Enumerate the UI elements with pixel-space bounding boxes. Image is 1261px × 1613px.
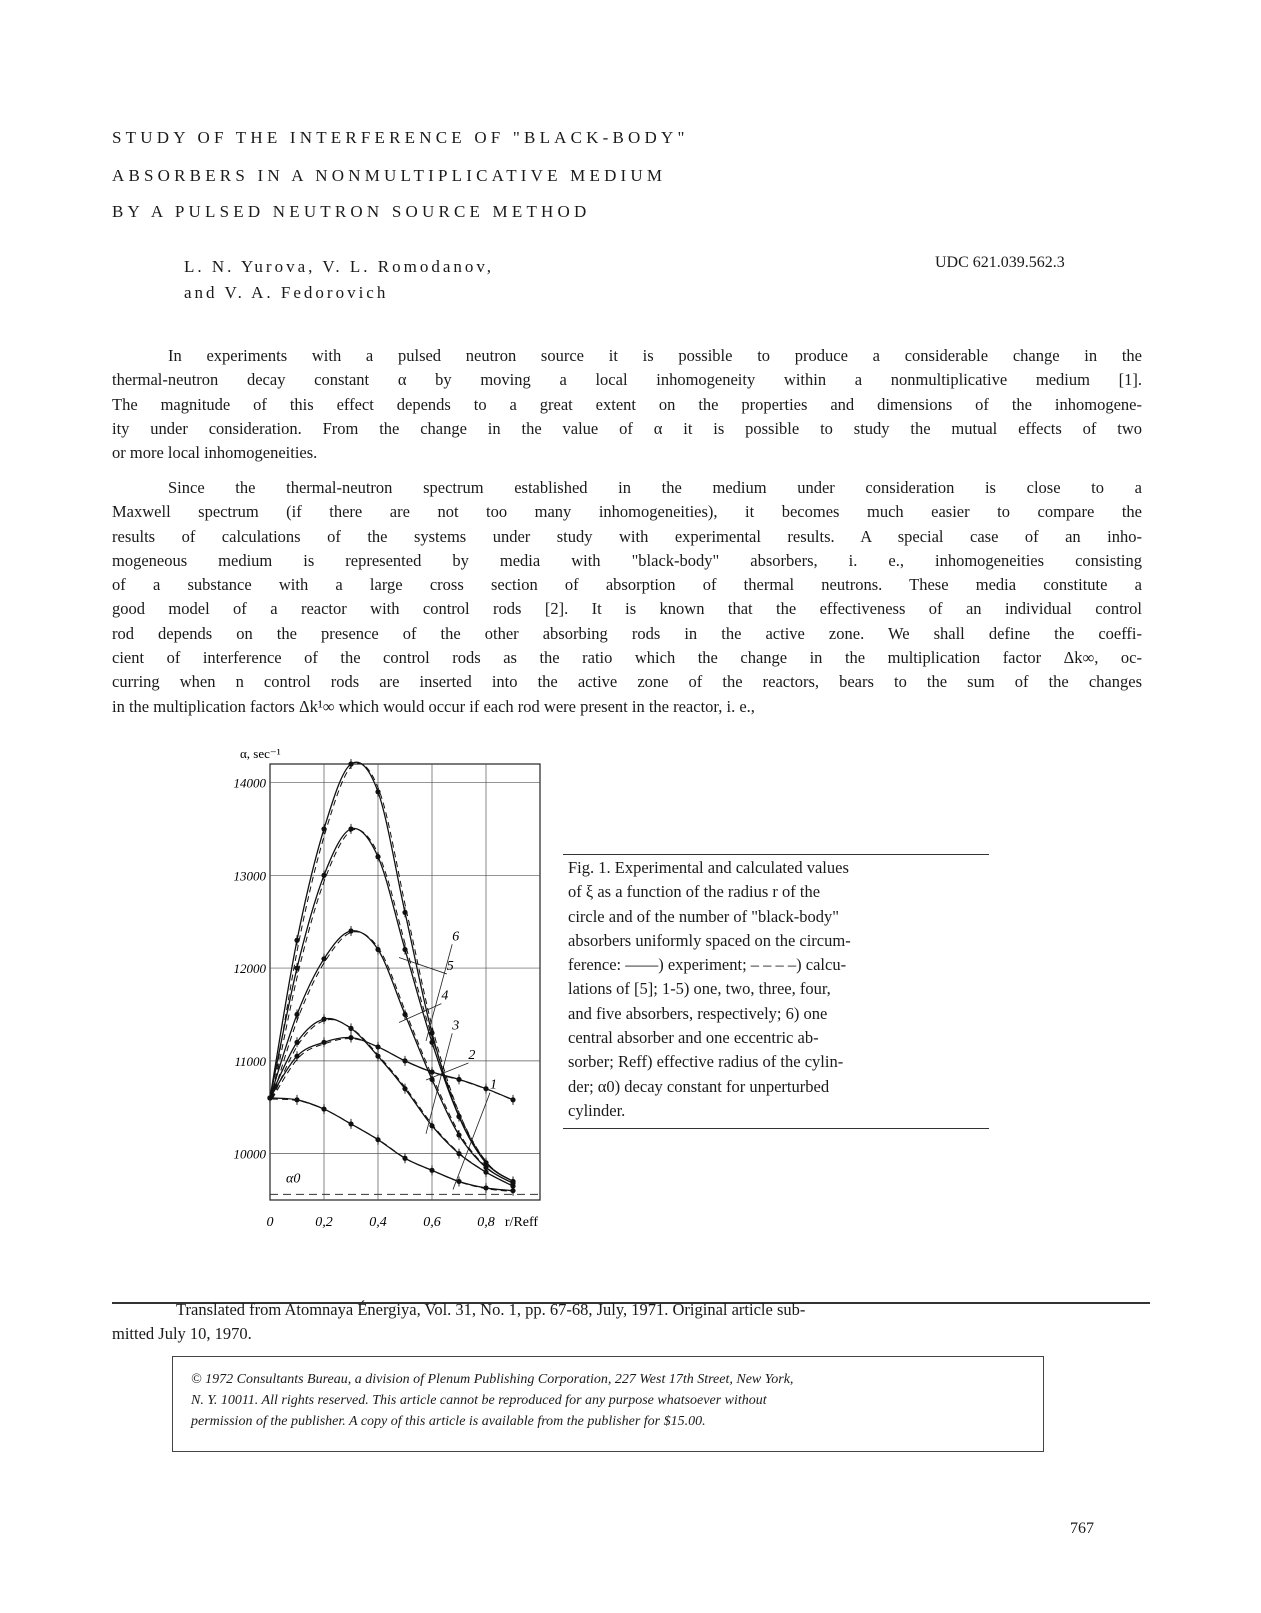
y-axis-label: α, sec⁻¹ <box>240 746 281 761</box>
text-line: cient of interference of the control rods as the ratio which the change in the multiplication factor Δk∞, oc- <box>112 648 1142 668</box>
title-line-1: STUDY OF THE INTERFERENCE OF "BLACK-BODY" <box>112 128 689 147</box>
copyright-notice <box>191 1369 1027 1432</box>
series-5-leader-line <box>399 958 447 974</box>
series-5-label: 5 <box>446 958 454 974</box>
copyright-line: N. Y. 10011. All rights reserved. This article cannot be reproduced for any purpose whatsoever without <box>191 1393 767 1408</box>
series-1-calculated-line <box>272 1099 515 1192</box>
copyright-line: permission of the publisher. A copy of this article is available from the publisher for $15.00. <box>191 1414 706 1429</box>
figure-caption <box>568 856 988 1123</box>
caption-line: Fig. 1. Experimental and calculated values <box>568 858 849 877</box>
x-axis-label: r/Reff <box>504 1215 539 1230</box>
title-line-2: ABSORBERS IN A NONMULTIPLICATIVE MEDIUM <box>112 166 667 185</box>
series-2-label: 2 <box>468 1047 476 1063</box>
copyright-box <box>172 1356 1044 1452</box>
text-line: In experiments with a pulsed neutron source it is possible to produce a considerable change in the <box>168 346 1142 365</box>
text-line: ity under consideration. From the change in the value of α it is possible to study the mutual effects of two <box>112 418 1142 438</box>
x-tick-label: 0,6 <box>423 1215 441 1230</box>
text-line: thermal-neutron decay constant α by moving a local inhomogeneity within a nonmultiplicative medium [1]. <box>112 370 1142 390</box>
series-3-leader-line <box>426 1033 452 1133</box>
page-number: 767 <box>1070 1520 1094 1537</box>
caption-line: ference: ——) experiment; – – – –) calcu- <box>568 955 847 975</box>
caption-line: central absorber and one eccentric ab- <box>568 1028 819 1048</box>
series-5-calculated-line <box>272 829 515 1182</box>
alpha0-label: α0 <box>286 1171 301 1187</box>
text-line: The magnitude of this effect depends to a great extent on the properties and dimensions of the inhomogene- <box>112 394 1142 414</box>
series-4-label: 4 <box>441 988 449 1004</box>
text-line: results of calculations of the systems under study with experimental results. A special case of an inho- <box>112 526 1142 546</box>
footnote-line: Translated from Atomnaya Énergiya, Vol. 31, No. 1, pp. 67-68, July, 1971. Original article sub- <box>176 1300 806 1319</box>
x-tick-label: 0 <box>266 1215 274 1230</box>
y-tick-label: 10000 <box>233 1146 266 1162</box>
series-2-experiment-line <box>270 1038 513 1100</box>
caption-top-rule <box>563 854 989 855</box>
y-tick-label: 11000 <box>234 1053 266 1069</box>
caption-bottom-rule <box>563 1128 989 1129</box>
caption-line: circle and of the number of "black-body" <box>568 906 839 926</box>
text-line: rod depends on the presence of the other absorbing rods in the active zone. We shall define the coeffi- <box>112 623 1142 643</box>
caption-line: absorbers uniformly spaced on the circum- <box>568 930 851 950</box>
text-line: in the multiplication factors Δk¹∞ which would occur if each rod were present in the reactor, i. e., <box>112 696 755 716</box>
x-tick-label: 0,2 <box>315 1215 333 1230</box>
title-line-3: BY A PULSED NEUTRON SOURCE METHOD <box>112 202 591 221</box>
y-tick-label: 13000 <box>233 868 266 884</box>
x-tick-label: 0,4 <box>369 1215 387 1230</box>
footnote-line: mitted July 10, 1970. <box>112 1324 252 1343</box>
paragraph-2 <box>112 476 1142 719</box>
text-line: Maxwell spectrum (if there are not too many inhomogeneities), it becomes much easier to compare the <box>112 502 1142 522</box>
text-line: curring when n control rods are inserted into the active zone of the reactors, bears to the sum of the changes <box>112 672 1142 692</box>
text-line: of a substance with a large cross section of absorption of thermal neutrons. These media constitute a <box>112 575 1142 595</box>
caption-line: sorber; Reff) effective radius of the cylin- <box>568 1052 844 1072</box>
series-4-calculated-line <box>272 932 515 1185</box>
series-6-experiment-line <box>270 762 513 1181</box>
y-tick-label: 14000 <box>233 775 266 791</box>
series-6-label: 6 <box>452 929 460 945</box>
text-line: or more local inhomogeneities. <box>112 443 318 463</box>
authors-line-1: L. N. Yurova, V. L. Romodanov, <box>184 257 495 276</box>
caption-line: and five absorbers, respectively; 6) one <box>568 1003 828 1023</box>
series-3-label: 3 <box>452 1018 460 1034</box>
series-4-experiment-line <box>270 931 513 1187</box>
paragraph-1 <box>112 344 1142 465</box>
series-6-calculated-line <box>272 763 515 1182</box>
caption-line: lations of [5]; 1-5) one, two, three, four, <box>568 979 831 999</box>
figure-1-chart <box>200 740 560 1240</box>
series-1-label: 1 <box>490 1077 497 1093</box>
copyright-line: © 1972 Consultants Bureau, a division of Plenum Publishing Corporation, 227 West 17th Street, New York, <box>191 1372 794 1387</box>
text-line: Since the thermal-neutron spectrum established in the medium under consideration is close to a <box>168 478 1142 497</box>
caption-line: der; α0) decay constant for unperturbed <box>568 1076 830 1096</box>
authors-line-2: and V. A. Fedorovich <box>184 283 389 302</box>
text-line: mogeneous medium is represented by media with "black-body" absorbers, i. e., inhomogeneities consisting <box>112 550 1142 570</box>
udc-code: UDC 621.039.562.3 <box>935 254 1065 271</box>
series-1-experiment-line <box>270 1098 513 1191</box>
x-tick-label: 0,8 <box>477 1215 495 1230</box>
text-line: good model of a reactor with control rods [2]. It is known that the effectiveness of an individual control <box>112 599 1142 619</box>
translation-footnote <box>112 1298 1112 1346</box>
caption-line: of ξ as a function of the radius r of the <box>568 882 821 902</box>
caption-line: cylinder. <box>568 1100 626 1120</box>
authors <box>184 254 494 306</box>
y-tick-label: 12000 <box>233 961 266 977</box>
